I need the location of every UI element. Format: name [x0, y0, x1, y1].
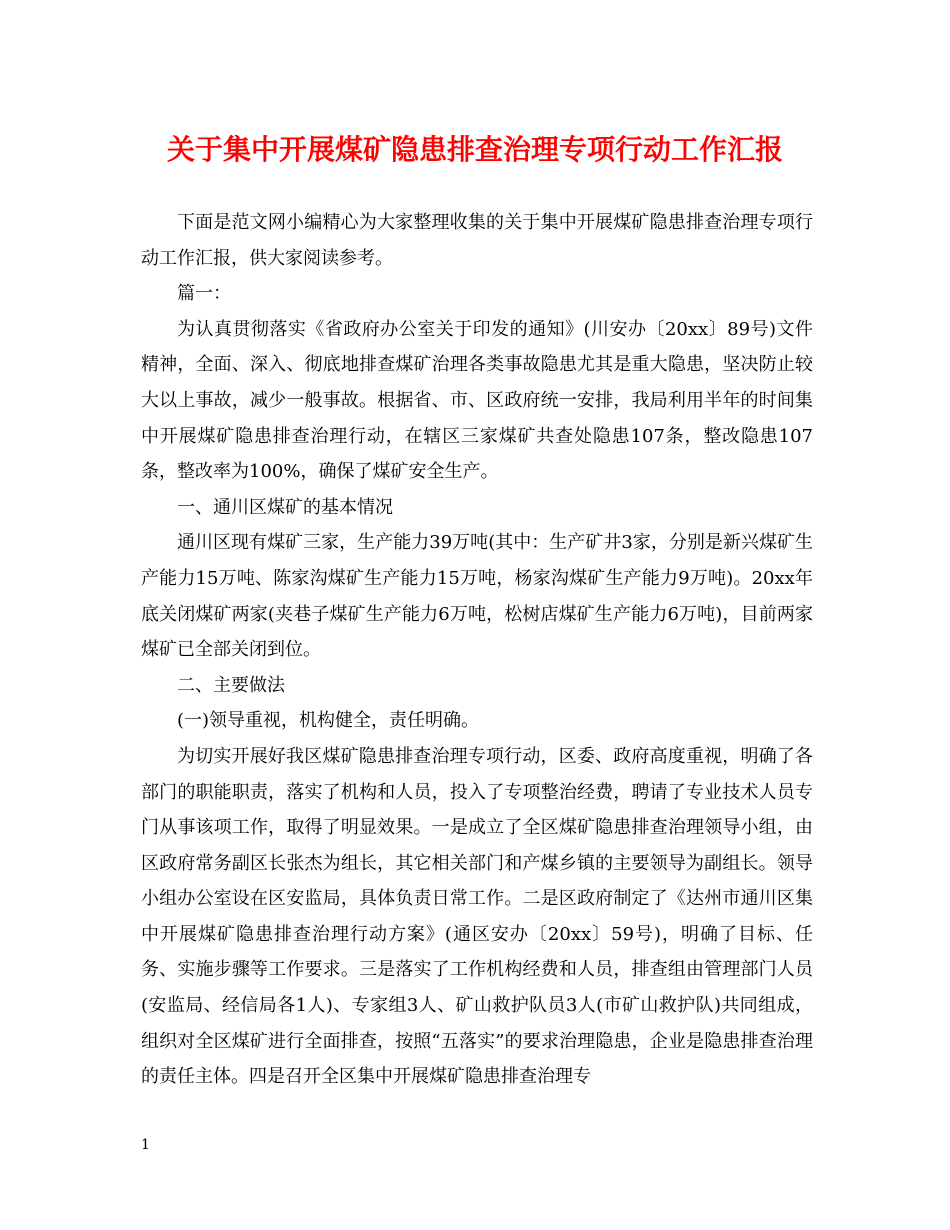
intro-paragraph: 下面是范文网小编精心为大家整理收集的关于集中开展煤矿隐患排查治理专项行动工作汇报，供大家阅读参考。: [141, 212, 813, 269]
section-heading-basic-situation: 一、通川区煤矿的基本情况: [177, 496, 393, 518]
document-title: 关于集中开展煤矿隐患排查治理专项行动工作汇报: [166, 133, 783, 166]
body-paragraph: 通川区现有煤矿三家，生产能力39万吨(其中：生产矿井3家，分别是新兴煤矿生产能力15万吨、陈家沟煤矿生产能力15万吨，杨家沟煤矿生产能力9万吨)。20xx年底关闭煤矿两家(夹巷子煤矿生产能力6万吨，松树店煤矿生产能力6万吨)，目前两家煤矿已全部关闭到位。: [141, 532, 813, 661]
page-number: 1: [141, 1137, 150, 1153]
document-body: [141, 205, 813, 1095]
subsection-heading: (一)领导重视，机构健全，责任明确。: [177, 710, 480, 732]
section-label-part-one: 篇一：: [177, 283, 231, 305]
body-paragraph: 为切实开展好我区煤矿隐患排查治理专项行动，区委、政府高度重视，明确了各部门的职能职责，落实了机构和人员，投入了专项整治经费，聘请了专业技术人员专门从事该项工作，取得了明显效果。一是成立了全区煤矿隐患排查治理领导小组，由区政府常务副区长张杰为组长，其它相关部门和产煤乡镇的主要领导为副组长。领导小组办公室设在区安监局，具体负责日常工作。二是区政府制定了《达州市通川区集中开展煤矿隐患排查治理行动方案》(通区安办〔20xx〕59号)，明确了目标、任务、实施步骤等工作要求。三是落实了工作机构经费和人员，排查组由管理部门人员(安监局、经信局各1人)、专家组3人、矿山救护队员3人(市矿山救护队)共同组成，组织对全区煤矿进行全面排查，按照“五落实”的要求治理隐患，企业是隐患排查治理的责任主体。四是召开全区集中开展煤矿隐患排查治理专: [141, 745, 813, 1088]
body-paragraph: 为认真贯彻落实《省政府办公室关于印发的通知》(川安办〔20xx〕89号)文件精神，全面、深入、彻底地排查煤矿治理各类事故隐患尤其是重大隐患，坚决防止较大以上事故，减少一般事故。根据省、市、区政府统一安排，我局利用半年的时间集中开展煤矿隐患排查治理行动，在辖区三家煤矿共查处隐患107条，整改隐患107条，整改率为100%，确保了煤矿安全生产。: [141, 318, 813, 483]
section-heading-main-practices: 二、主要做法: [177, 674, 285, 696]
